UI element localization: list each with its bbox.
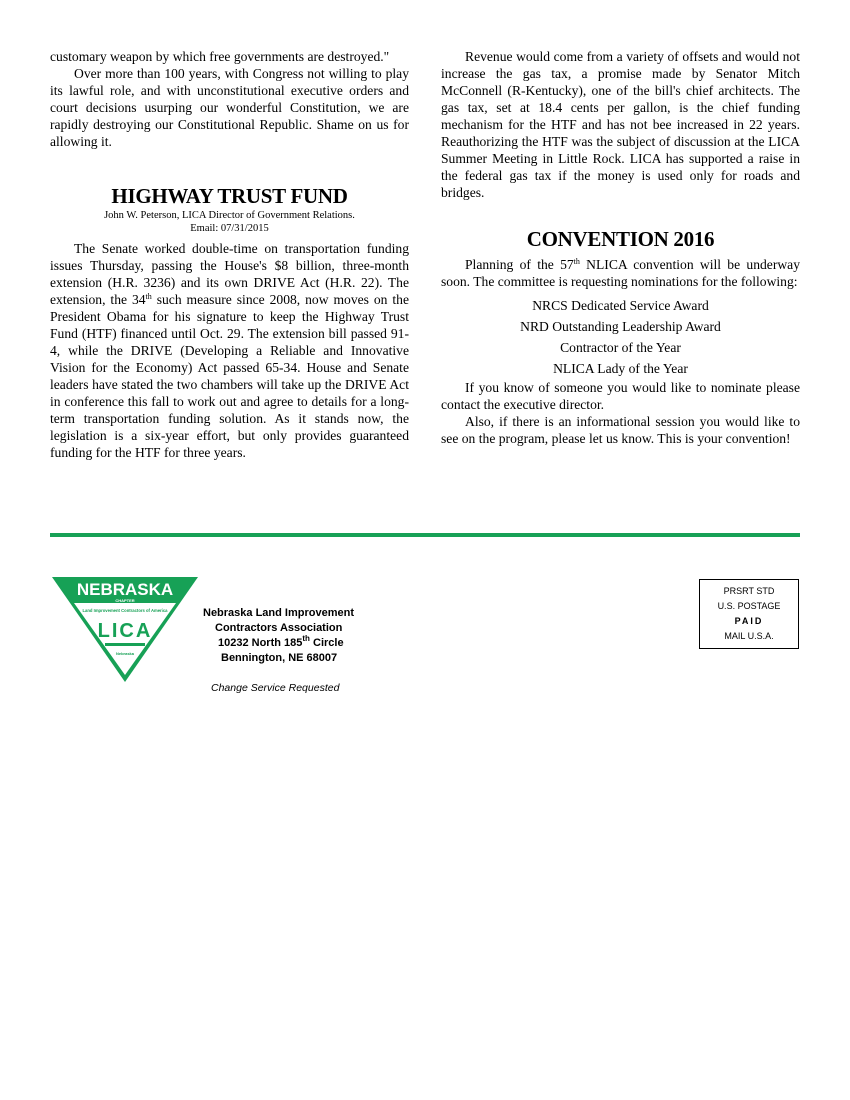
award-item: Contractor of the Year xyxy=(560,340,681,355)
logo-mid-text: Land Improvement Contractors of America xyxy=(82,608,168,613)
htf-headline: HIGHWAY TRUST FUND xyxy=(111,184,348,208)
intro-paragraph-1: customary weapon by which free governments are destroyed." xyxy=(50,49,390,64)
left-column xyxy=(50,48,409,461)
htf-byline: John W. Peterson, LICA Director of Government Relations. xyxy=(104,210,355,221)
section-divider xyxy=(50,533,800,537)
award-item: NLICA Lady of the Year xyxy=(553,361,688,376)
postage-indicia xyxy=(699,579,799,649)
org-name-line-1: Nebraska Land Improvement xyxy=(203,607,354,619)
award-item: NRCS Dedicated Service Award xyxy=(532,298,709,313)
htf-continuation-paragraph: Revenue would come from a variety of offsets and would not increase the gas tax, a promise made by Senator Mitch McConnell (R-Kentucky), one of the bill's chief architects. The gas tax, set at 18.4 cents per gallon, is the chief funding mechanism for the HTF and has not bee increased in 22 years. Reauthorizing the HTF was the subject of discussion at the LICA Summer Meeting in Little Rock. LICA has supported a raise in the federal gas tax if the money is used only for roads and bridges. xyxy=(441,49,800,200)
nlica-logo xyxy=(50,575,200,685)
convention-paragraph-2: If you know of someone you would like to nominate please contact the executive director. xyxy=(441,380,800,412)
htf-paragraph: The Senate worked double-time on transportation funding issues Thursday, passing the House's $8 billion, three-month extension (H.R. 3236) and its own DRIVE Act (H.R. 22). The extension, the 34th such measure since 2008, now moves on the President Obama for his signature to keep the Highway Trust Fund (HTF) financed until Oct. 29. The extension bill passed 91-4, while the DRIVE (Developing a Reliable and Innovative Vision for the Economy) Act passed 65-34. House and Senate leaders have stated the two chambers will take up the DRIVE Act in conference this fall to work out and agree to details for a long-term transportation funding solution. As it stands now, the legislation is a six-year effort, but only provides guaranteed funding for the HTF for three years. xyxy=(50,241,409,460)
award-item: NRD Outstanding Leadership Award xyxy=(520,319,721,334)
right-column xyxy=(441,48,800,447)
convention-paragraph-1: Planning of the 57th NLICA convention will be underway soon. The committee is requesting nominations for the following: xyxy=(441,257,800,289)
logo-nebraska-text: NEBRASKA xyxy=(76,580,174,599)
logo-bottom-text: Nebraska xyxy=(115,651,135,656)
logo-lica-text: LICA xyxy=(97,620,153,642)
postage-paid: PAID xyxy=(734,616,764,626)
logo-chapter-text: CHAPTER xyxy=(115,598,135,603)
service-requested: Change Service Requested xyxy=(211,682,340,694)
postage-line: PRSRT STD xyxy=(723,586,775,596)
org-name-line-2: Contractors Association xyxy=(215,622,343,634)
convention-headline: CONVENTION 2016 xyxy=(526,227,715,251)
street-address: 10232 North 185th Circle xyxy=(218,634,344,649)
postage-line: U.S. POSTAGE xyxy=(717,601,781,611)
postage-line: MAIL U.S.A. xyxy=(724,631,774,641)
intro-paragraph-2: Over more than 100 years, with Congress not willing to play its lawful role, and with unconstitutional executive orders and court decisions usurping our wonderful Constitution, we are rapidly destroying our Constitutional Republic. Shame on us for allowing it. xyxy=(50,66,409,149)
return-address xyxy=(203,606,354,666)
htf-email-date: Email: 07/31/2015 xyxy=(190,223,269,234)
logo-bar xyxy=(105,643,145,646)
city-state-zip: Bennington, NE 68007 xyxy=(221,652,338,664)
convention-paragraph-3: Also, if there is an informational session you would like to see on the program, please let us know. This is your convention! xyxy=(441,414,800,446)
